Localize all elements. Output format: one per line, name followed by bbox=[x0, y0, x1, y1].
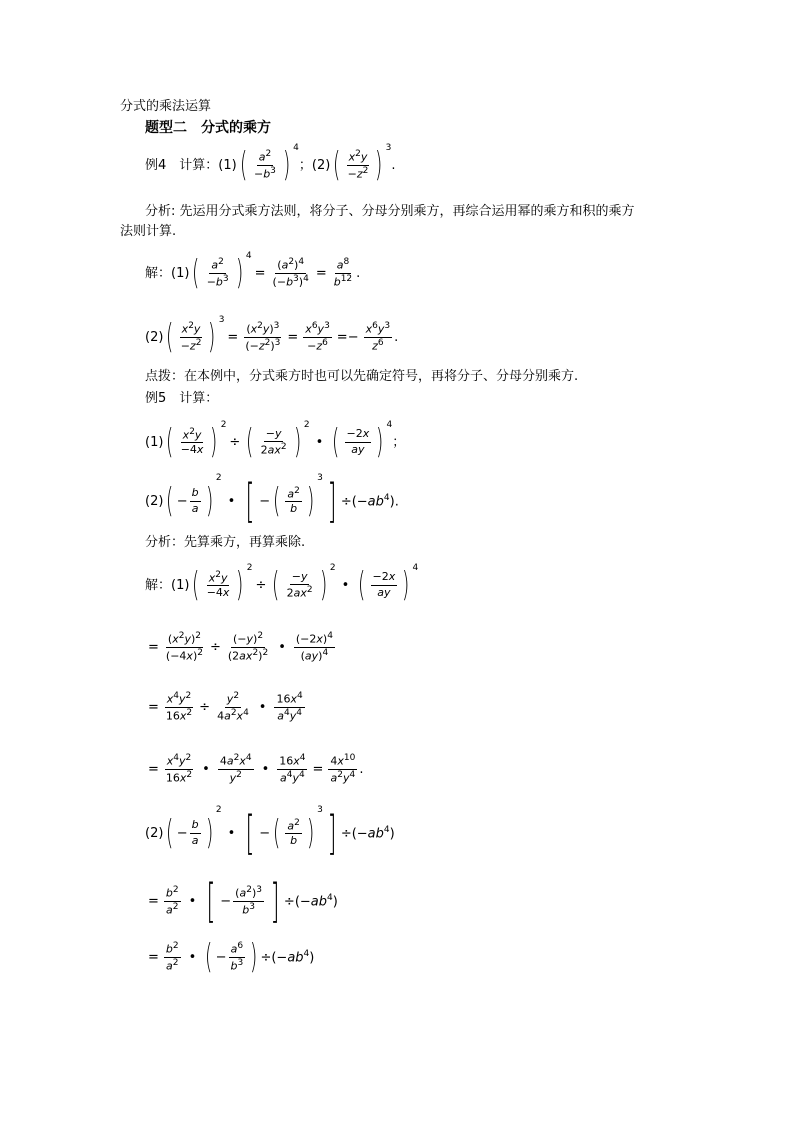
solution-label: 解： bbox=[145, 265, 172, 281]
ex5-analysis: 分析：先算乘方，再算乘除. bbox=[145, 535, 306, 550]
ex5-solution-line-3: = $\frac{x^4y^2}{16x^2}$ ÷ $\frac{y^2}{4a^2x^4}$ • $\frac{16x^4}{a^4y^4}$ bbox=[148, 691, 303, 723]
example-5-part-1: (1) ( $\frac{x^2y}{-4x}$ ) 2 ÷ ( $\frac{-y}{2ax^2}$ ) 2 • ( $\frac{-2x}{ay}$ ) 4 ； bbox=[145, 420, 406, 462]
ex4-solution-2: (2) ( $\frac{x^2y}{-z^2}$ ) 3 = $\frac{(x^2y)^3}{(-z^2)^3}$ = $\frac{x^6y^3}{-z^6}$ =− $\frac{x^6y^3}{z^6}$ . bbox=[145, 315, 399, 357]
example-4: 例4 计算： (1) ( $\frac{a^2}{-b^3}$ ) 4 ；(2) ( $\frac{x^2y}{-z^2}$ ) 3 . bbox=[145, 143, 396, 185]
ex5-solution-line-6: = $\frac{b^2}{a^2}$ • [ − $\frac{(a^2)^3}{b^3}$ ] $\div(-ab^4)$ bbox=[148, 874, 338, 928]
ex4-analysis-cont: 法则计算. bbox=[120, 224, 177, 239]
ex5-solution-line-1: 解： (1) ( $\frac{x^2y}{-4x}$ ) 2 ÷ ( $\frac{-y}{2ax^2}$ ) 2 • ( $\frac{-2x}{ay}$ ) 4 bbox=[145, 563, 419, 605]
ex5-solution-line-5: (2) ( − $\frac{b}{a}$ ) 2 • [ − ( $\frac{a^2}{b}$ ) 3 ] $\div(-ab^4)$ bbox=[145, 805, 395, 860]
example-4-label: 例4 计算： bbox=[145, 157, 219, 173]
ex4-analysis: 分析: 先运用分式乘方法则，将分子、分母分别乘方，再综合运用幂的乘方和积的乘方 bbox=[145, 204, 635, 219]
section-title: 题型二 分式的乘方 bbox=[145, 120, 271, 136]
solution-label: 解： bbox=[145, 577, 172, 593]
ex5-solution-line-4: = $\frac{x^4y^2}{16x^2}$ • $\frac{4a^2x^4}{y^2}$ • $\frac{16x^4}{a^4y^4}$ = $\frac{4x^{10}}{a^2y^4}$ . bbox=[148, 753, 364, 785]
topic-line: 分式的乘法运算 bbox=[120, 99, 212, 114]
tip-line: 点拨：在本例中，分式乘方时也可以先确定符号，再将分子、分母分别乘方. bbox=[145, 369, 579, 384]
ex4-solution-1: 解： (1) ( $\frac{a^2}{-b^3}$ ) 4 = $\frac{(a^2)^4}{(-b^3)^4}$ = $\frac{a^8}{b^{12}}$ . bbox=[145, 251, 361, 293]
example-5-part-2: (2) ( − $\frac{b}{a}$ ) 2 • [ − ( $\frac{a^2}{b}$ ) 3 ] $\div(-ab^4)$. bbox=[145, 473, 399, 528]
example-5-label: 例5 计算： bbox=[145, 391, 219, 406]
ex5-solution-line-7: = $\frac{b^2}{a^2}$ • ( − $\frac{a^6}{b^3}$ ) $\div(-ab^4)$ bbox=[148, 937, 315, 977]
ex5-solution-line-2: = $\frac{(x^2y)^2}{(-4x)^2}$ ÷ $\frac{(-y)^2}{(2ax^2)^2}$ • $\frac{(-2x)^4}{(ay)^4}$ bbox=[148, 631, 333, 663]
